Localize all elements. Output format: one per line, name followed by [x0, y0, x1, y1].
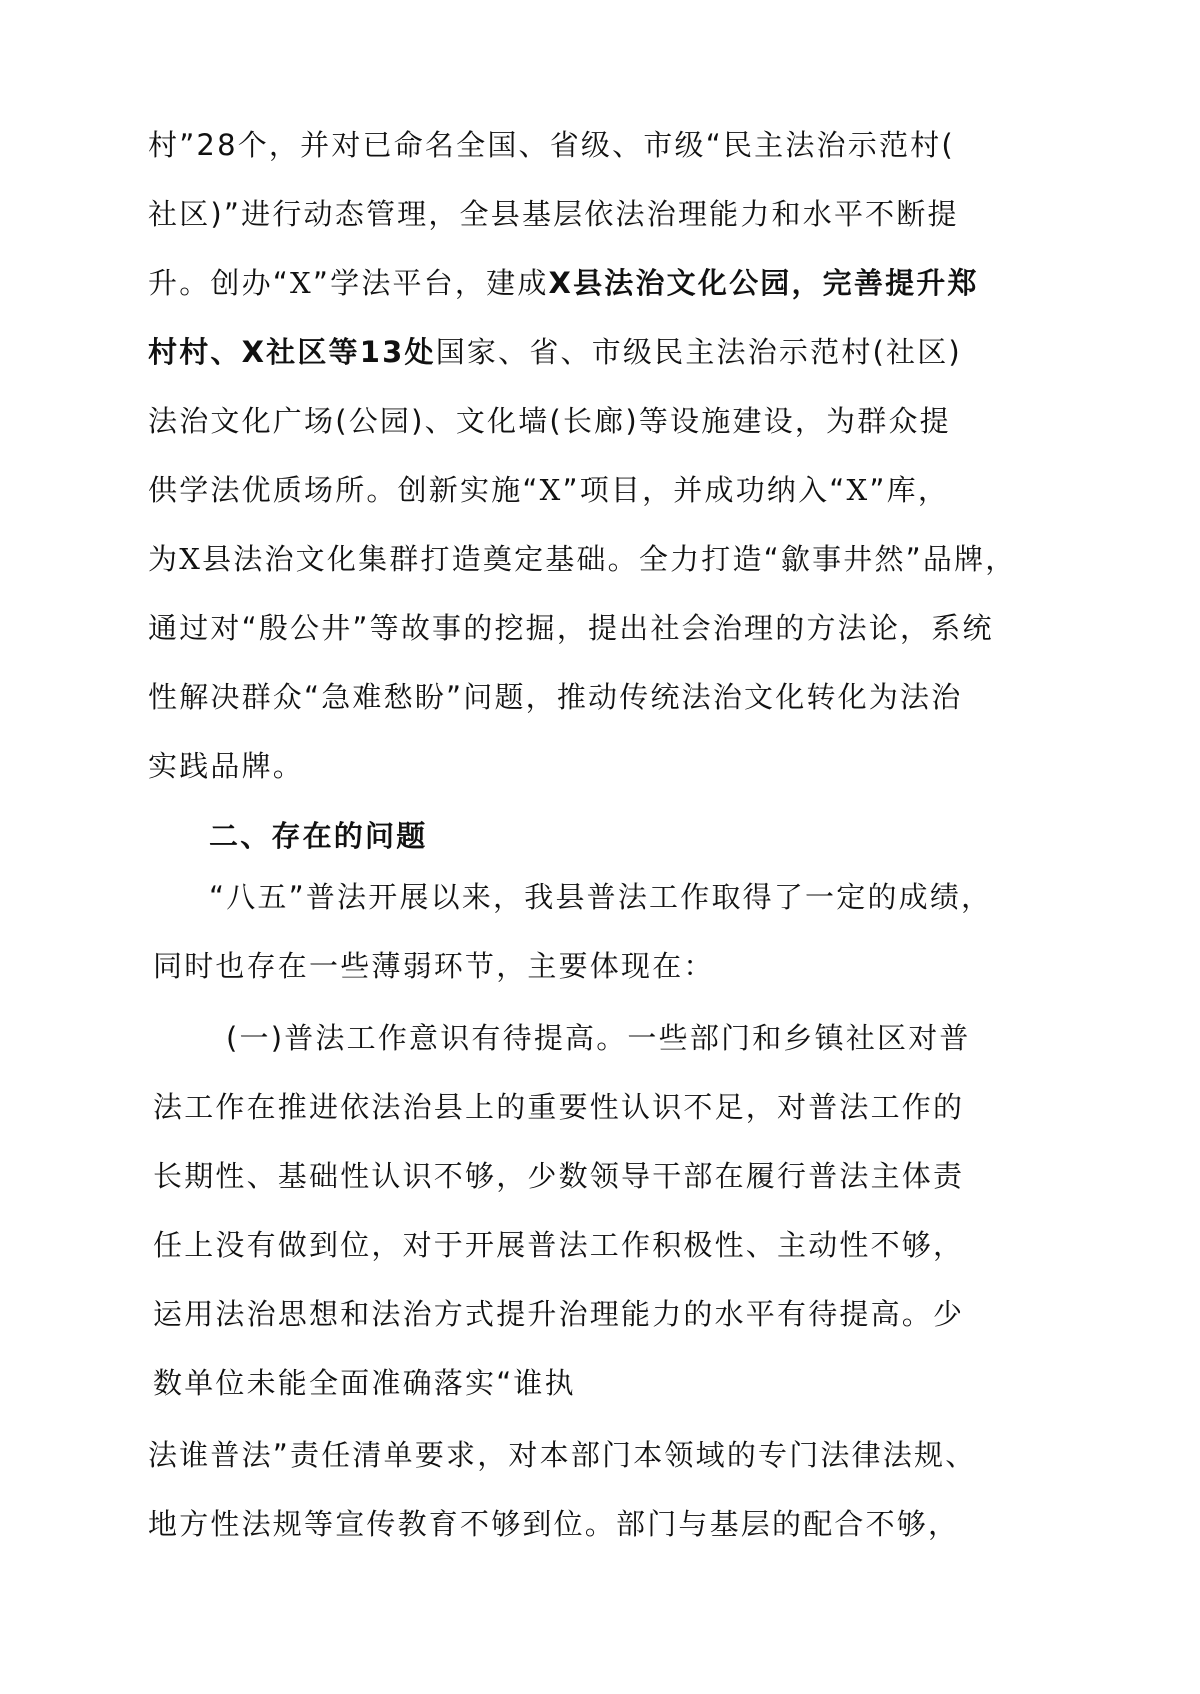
text-fragment: X	[539, 473, 563, 507]
text-fragment: ”库，	[869, 473, 950, 507]
paragraph-line-3	[148, 263, 979, 303]
text-fragment: 国家、省、市级民主法治示范村(社区)	[435, 335, 962, 369]
text-fragment: X	[846, 473, 870, 507]
text-fragment: 升。创办“	[148, 266, 291, 300]
text-fragment: 供学法优质场所。创新实施“	[148, 473, 540, 507]
text-fragment: X	[179, 542, 203, 576]
paragraph-line-20: 地方性法规等宣传教育不够到位。部门与基层的配合不够，	[148, 1507, 960, 1541]
section-heading: 二、存在的问题	[209, 819, 428, 853]
bold-text: 村村、X社区等13处	[148, 335, 436, 369]
paragraph-line-2: 社区)”进行动态管理，全县基层依法治理能力和水平不断提	[148, 197, 959, 231]
paragraph-line-1: 村”28个，并对已命名全国、省级、市级“民主法治示范村(	[148, 128, 955, 162]
paragraph-line-8: 通过对“殷公井”等故事的挖掘，提出社会治理的方法论，系统	[148, 611, 994, 645]
paragraph-line-12: 同时也存在一些薄弱环节，主要体现在：	[153, 949, 715, 983]
paragraph-line-18: 数单位未能全面准确落实“谁执	[153, 1366, 576, 1400]
text-fragment: ”项目，并成功纳入“	[562, 473, 847, 507]
paragraph-line-16: 任上没有做到位，对于开展普法工作积极性、主动性不够，	[153, 1228, 965, 1262]
paragraph-line-11: “八五”普法开展以来，我县普法工作取得了一定的成绩，	[209, 880, 993, 914]
text-fragment: ”学法平台，建成	[312, 266, 549, 300]
paragraph-line-4	[148, 332, 962, 372]
paragraph-line-13: (一)普法工作意识有待提高。一些部门和乡镇社区对普	[226, 1021, 971, 1055]
text-fragment: X	[290, 266, 313, 300]
paragraph-line-9: 性解决群众“急难愁盼”问题，推动传统法治文化转化为法治	[148, 680, 963, 714]
paragraph-line-14: 法工作在推进依法治县上的重要性认识不足，对普法工作的	[153, 1090, 965, 1124]
paragraph-line-10: 实践品牌。	[148, 749, 305, 783]
bold-text: X县法治文化公园，完善提升郑	[548, 266, 979, 300]
text-fragment: 为	[148, 542, 180, 576]
paragraph-line-17: 运用法治思想和法治方式提升治理能力的水平有待提高。少	[153, 1297, 965, 1331]
paragraph-line-6	[148, 470, 949, 510]
paragraph-line-19: 法谁普法”责任清单要求，对本部门本领域的专门法律法规、	[148, 1438, 977, 1472]
paragraph-line-7	[148, 539, 1017, 579]
text-fragment: 县法治文化集群打造奠定基础。全力打造“歙事井然”品牌，	[202, 542, 1017, 576]
paragraph-line-15: 长期性、基础性认识不够，少数领导干部在履行普法主体责	[153, 1159, 965, 1193]
paragraph-line-5: 法治文化广场(公园)、文化墙(长廊)等设施建设，为群众提	[148, 404, 951, 438]
